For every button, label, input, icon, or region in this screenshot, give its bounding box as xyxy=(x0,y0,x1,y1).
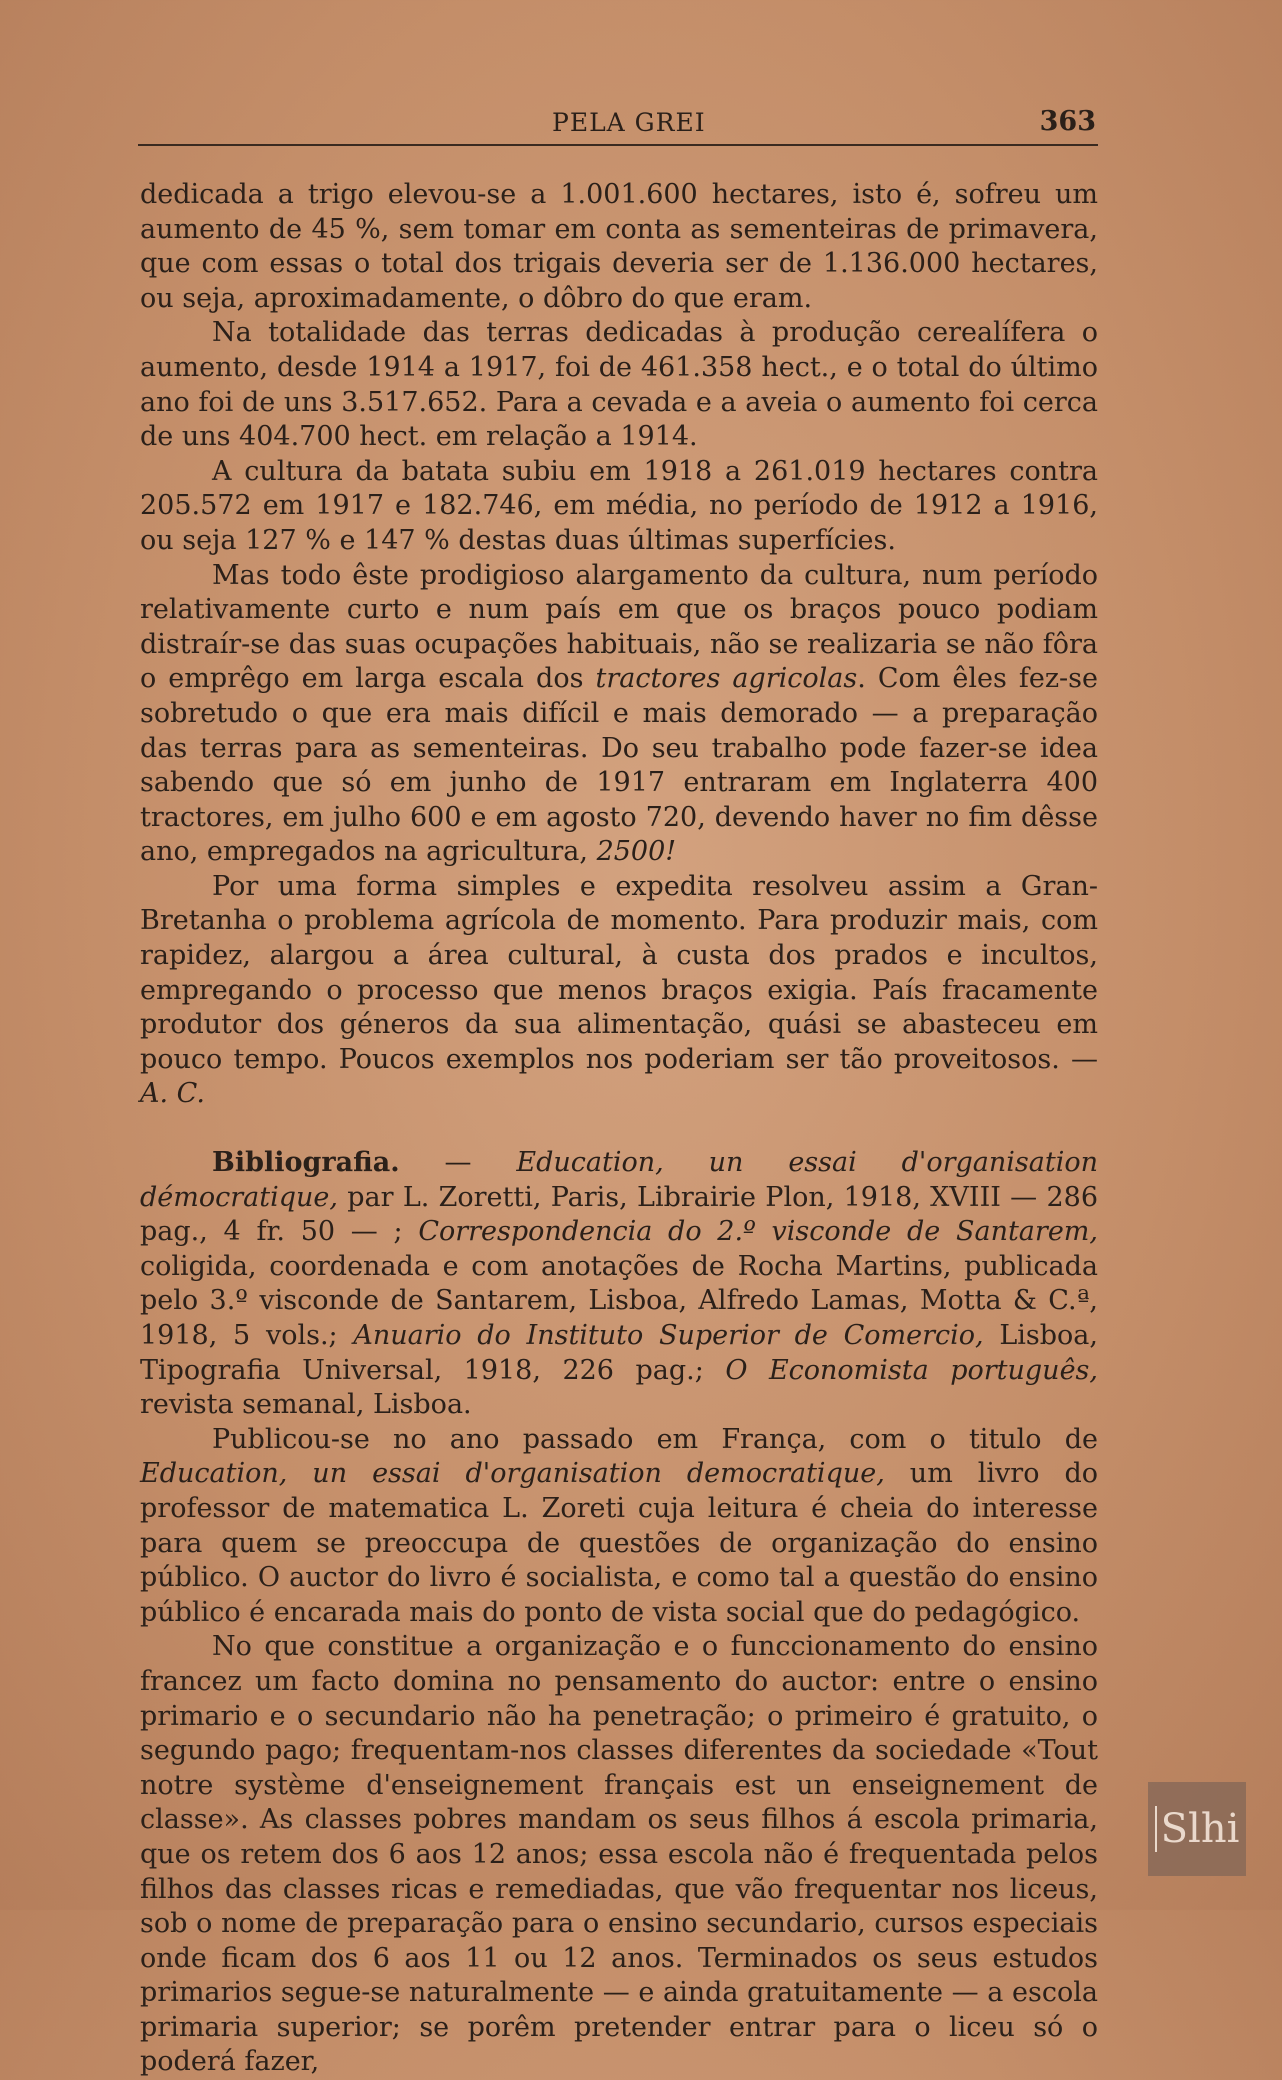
book-title: Correspondencia do 2.º visconde de Santarem, xyxy=(418,1216,1098,1248)
page-number: 363 xyxy=(1039,106,1096,137)
paragraph xyxy=(140,1630,1098,2080)
paragraph-text: um livro do professor de matematica L. Zoreti cuja leitura é cheia do interesse para quem se preoccupa de questões de organização do ensino público. O auctor do livro é socialista, e como tal a questão do ensino público é encarada mais do ponto de vista social que do pedagógico. xyxy=(140,1458,1099,1628)
paragraph-text: Publicou-se no ano passado em França, com o titulo de xyxy=(212,1423,1098,1455)
bibliography-text: Lisboa, Tipografia Universal, 1918, 226 pag.; xyxy=(140,1320,1098,1386)
paragraph-text: No que constitue a organização e o funccionamento do ensino francez um facto domina no pensamento do auctor: entre o ensino primario e o secundario não ha penetração; o primeiro é gratuito, o segundo pago; frequentam-nos classes diferentes da sociedade «Tout notre système d'enseignement français est un enseignement de classe». As classes pobres mandam os seus filhos á escola primaria, que os retem dos 6 aos 12 anos; essa escola não é frequentada pelos filhos das classes ricas e remediadas, que vão frequentar nos liceus, sob o nome de preparação para o ensino secundario, cursos especiais onde ficam dos 6 aos 11 ou 12 anos. Terminados os seus estudos primarios segue-se naturalmente — e ainda gratuitamente — a escola primaria superior; se porêm pretender entrar para o liceu só o poderá fazer, xyxy=(140,1631,1098,2078)
paragraph-text: . Com êles fez-se sobretudo o que era mais difícil e mais demorado — a preparação das terras para as sementeiras. Do seu trabalho pode fazer-se idea sabendo que só em junho de 1917 entraram em Inglaterra 400 tractores, em julho 600 e em agosto 720, devendo haver no fim dêsse ano, empregados na agricultura, xyxy=(140,663,1099,868)
book-title: Anuario do Instituto Superior de Comercio, xyxy=(353,1320,984,1351)
bibliography-text: par L. Zoretti, Paris, Librairie Plon, 1918, XVIII — 286 pag., 4 fr. 50 — ; xyxy=(140,1181,1098,1248)
bibliography-heading: Bibliografia. xyxy=(212,1147,400,1179)
author-initials: A. C. xyxy=(140,1078,205,1110)
paragraph xyxy=(140,1423,1098,1631)
paragraph-text: dedicada a trigo elevou-se a 1.001.600 hectares, isto é, sofreu um aumento de 45 %, sem tomar em conta as sementeiras de primavera, que com essas o total dos trigais deveria ser de 1.136.000 hectares, ou seja, aproximadamente, o dôbro do que eram. xyxy=(140,179,1098,314)
italic-number: 2500! xyxy=(596,836,677,868)
bibliography-entry xyxy=(140,1146,1098,1423)
running-head: PELA GREI xyxy=(552,108,706,137)
book-title: Education, un essai d'organisation démocratique, xyxy=(140,1147,1098,1213)
paragraph xyxy=(140,455,1098,559)
paragraph xyxy=(140,870,1098,1112)
page-header xyxy=(138,104,1098,146)
section-gap xyxy=(140,1112,1098,1146)
paragraph-text: Mas todo êste prodigioso alargamento da cultura, num período relativamente curto e num país em que os braços pouco podiam distraír-se das suas ocupações habituais, não se realizaria se não fôra o emprêgo em larga escala dos xyxy=(140,559,1098,695)
dash: — xyxy=(399,1147,517,1179)
bibliography-text: coligida, coordenada e com anotações de Rocha Martins, publicada pelo 3.º visconde de Santarem, Lisboa, Alfredo Lamas, Motta & C.ª, 1918, 5 vols.; xyxy=(140,1250,1098,1351)
library-stamp xyxy=(1148,1782,1246,1876)
stamp-text: Slhi xyxy=(1155,1806,1240,1852)
italic-phrase: tractores agricolas xyxy=(595,663,858,695)
book-title: Education, un essai d'organisation democratique, xyxy=(140,1458,885,1490)
paragraph xyxy=(140,316,1098,454)
paragraph-text: Na totalidade das terras dedicadas à produção cerealífera o aumento, desde 1914 a 1917, foi de 461.358 hect., e o total do último ano foi de uns 3.517.652. Para a cevada e a aveia o aumento foi cerca de uns 404.700 hect. em relação a 1914. xyxy=(140,317,1098,453)
paragraph-text: A cultura da batata subiu em 1918 a 261.019 hectares contra 205.572 em 1917 e 182.746, em média, no período de 1912 a 1916, ou seja 127 % e 147 % destas duas últimas superfícies. xyxy=(140,455,1098,556)
body-text xyxy=(140,178,1098,2080)
book-title: O Economista português, xyxy=(725,1354,1098,1386)
bibliography-text: revista semanal, Lisboa. xyxy=(140,1389,472,1421)
paragraph-text: Por uma forma simples e expedita resolveu assim a Gran-Bretanha o problema agrícola de momento. Para produzir mais, com rapidez, alargou a área cultural, à custa dos prados e incultos, empregando o processo que menos braços exigia. País fracamente produtor dos géneros da sua alimentação, quási se abasteceu em pouco tempo. Poucos exemplos nos poderiam ser tão proveitosos. — xyxy=(140,870,1098,1075)
paragraph xyxy=(140,178,1098,316)
paragraph xyxy=(140,559,1098,870)
